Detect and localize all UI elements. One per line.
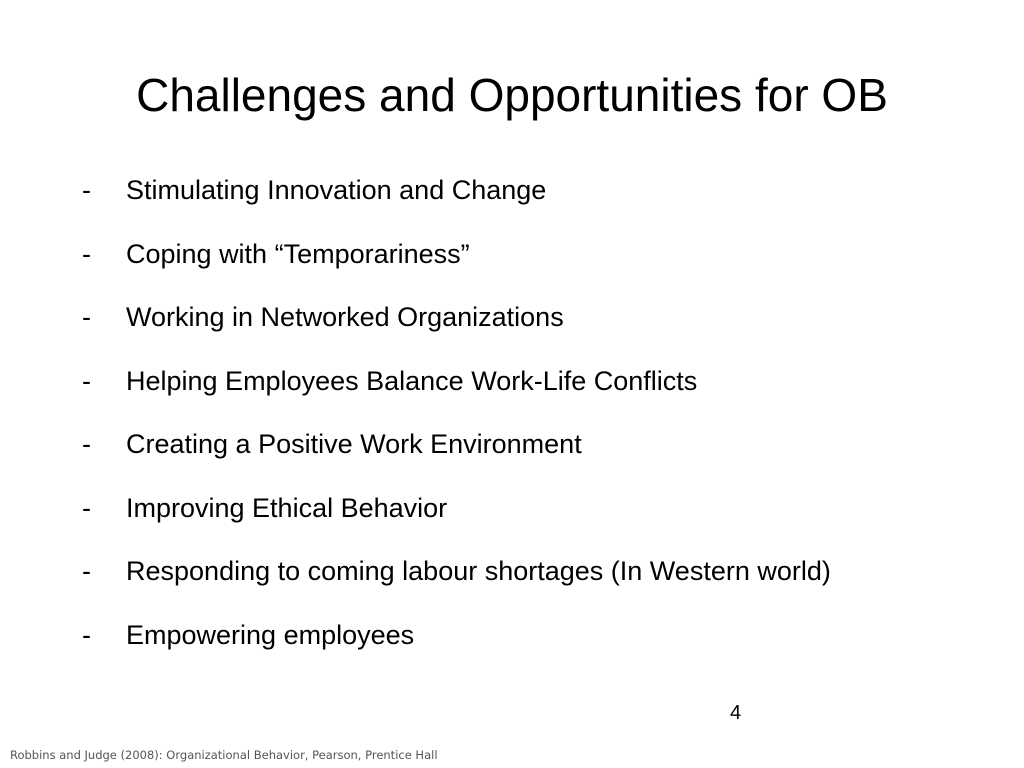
bullet-text: Coping with “Temporariness” <box>126 238 470 269</box>
bullet-marker: - <box>82 365 91 396</box>
bullet-text: Creating a Positive Work Environment <box>126 429 582 459</box>
bullet-text: Empowering employees <box>126 619 415 650</box>
bullet-text: Improving Ethical Behavior <box>126 492 448 523</box>
bullet-text: Helping Employees Balance Work-Life Conflicts <box>126 365 698 396</box>
bullet-marker: - <box>82 492 91 523</box>
bullet-marker: - <box>82 238 91 269</box>
bullet-marker: - <box>82 429 91 459</box>
bullet-text: Stimulating Innovation and Change <box>126 175 547 205</box>
bullet-text: Responding to coming labour shortages (In Western world) <box>126 556 831 586</box>
bullet-marker: - <box>82 619 91 650</box>
bullet-marker: - <box>82 175 91 205</box>
page-number: 4 <box>730 702 742 724</box>
bullet-marker: - <box>82 302 91 332</box>
footer-citation: Robbins and Judge (2008): Organizational Behavior, Pearson, Prentice Hall <box>10 748 438 762</box>
bullet-marker: - <box>82 556 91 586</box>
slide-title: Challenges and Opportunities for OB <box>136 69 888 121</box>
bullet-text: Working in Networked Organizations <box>126 302 564 332</box>
